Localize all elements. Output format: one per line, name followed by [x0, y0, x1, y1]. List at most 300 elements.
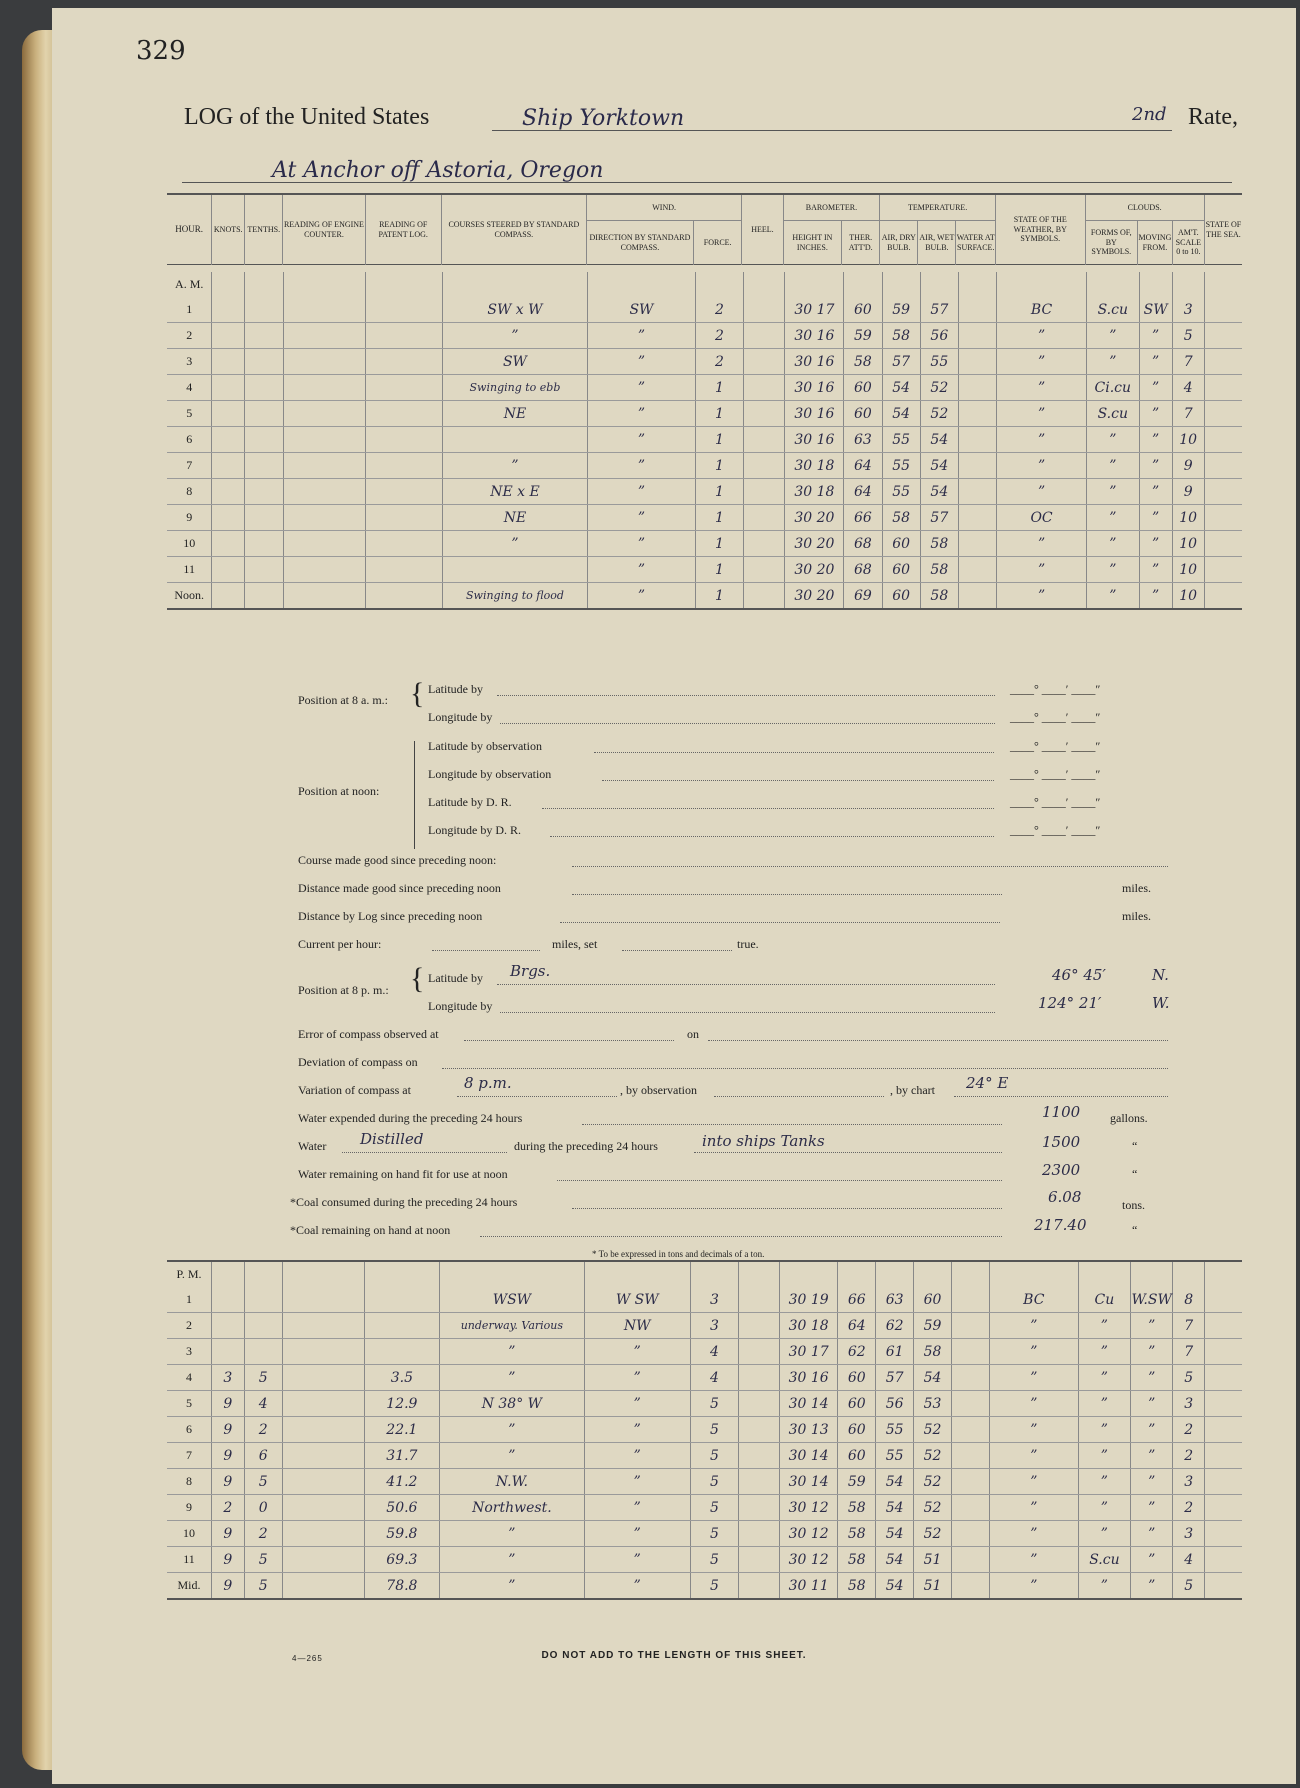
weather-cell: ” — [997, 427, 1087, 453]
lon-dr-noon: Longitude by D. R. — [428, 823, 521, 837]
course-cell — [442, 557, 588, 583]
pm-label: P. M. — [176, 1267, 202, 1281]
tenths-cell: 5 — [244, 1365, 282, 1391]
weather-cell: OC — [997, 505, 1087, 531]
hour-cell: 1 — [167, 1287, 212, 1313]
pm-row — [167, 1313, 1242, 1339]
wind-force-cell: 2 — [695, 323, 744, 349]
col-weather: STATE OF THE WEATHER, BY SYMBOLS. — [995, 194, 1085, 265]
hour-cell: 11 — [167, 1547, 212, 1573]
course-cell: SW x W — [442, 297, 588, 323]
distance-good-miles: miles. — [1122, 881, 1151, 895]
lat-by-8am: Latitude by — [428, 682, 483, 696]
heel-cell — [739, 1339, 780, 1365]
tenths-cell: 5 — [244, 1469, 282, 1495]
course-cell: ” — [442, 453, 588, 479]
sea-state-cell — [1204, 349, 1242, 375]
hour-cell: 5 — [167, 401, 212, 427]
engine-cell — [282, 1313, 364, 1339]
engine-cell — [283, 531, 366, 557]
hour-cell: 11 — [167, 557, 212, 583]
knots-cell — [212, 557, 245, 583]
lon-obs-noon: Longitude by observation — [428, 767, 552, 781]
tenths-cell — [244, 1287, 282, 1313]
heel-cell — [744, 557, 785, 583]
heel-cell — [744, 453, 785, 479]
hour-cell: 10 — [167, 531, 212, 557]
weather-cell: BC — [989, 1287, 1078, 1313]
patent-log-cell: 12.9 — [364, 1391, 440, 1417]
hour-cell: 10 — [167, 1521, 212, 1547]
wind-force-cell: 5 — [690, 1469, 738, 1495]
course-cell: Swinging to flood — [442, 583, 588, 610]
patent-log-cell: 69.3 — [364, 1547, 440, 1573]
tenths-cell — [245, 297, 283, 323]
hour-cell: 5 — [167, 1391, 212, 1417]
engine-cell — [283, 453, 366, 479]
am-row — [167, 349, 1242, 375]
patent-log-cell: 22.1 — [364, 1417, 440, 1443]
cloud-forms-cell: ” — [1086, 583, 1139, 610]
water-temp-cell — [951, 1573, 989, 1600]
engine-cell — [282, 1391, 364, 1417]
water-gallons: gallons. — [1110, 1111, 1148, 1125]
sea-state-cell — [1205, 1443, 1242, 1469]
tenths-cell — [245, 583, 283, 610]
wind-direction-cell: ” — [584, 1391, 690, 1417]
log-header — [184, 104, 429, 131]
baro-height-cell: 30 20 — [785, 557, 844, 583]
col-patent: READING OF PATENT LOG. — [365, 194, 441, 265]
knots-cell — [212, 1339, 245, 1365]
hour-cell: 6 — [167, 1417, 212, 1443]
weather-cell: ” — [989, 1547, 1078, 1573]
course-cell: NE — [442, 401, 588, 427]
wind-direction-cell: ” — [584, 1521, 690, 1547]
wind-force-cell: 1 — [695, 583, 744, 610]
weather-cell: ” — [997, 453, 1087, 479]
heel-cell — [744, 323, 785, 349]
sea-state-cell — [1205, 1339, 1242, 1365]
dry-bulb-cell: 57 — [882, 349, 920, 375]
hour-cell: 8 — [167, 1469, 212, 1495]
dry-bulb-cell: 60 — [882, 531, 920, 557]
baro-height-cell: 30 17 — [785, 297, 844, 323]
engine-cell — [282, 1495, 364, 1521]
course-cell — [442, 427, 588, 453]
cloud-forms-cell: ” — [1086, 479, 1139, 505]
tenths-cell — [244, 1339, 282, 1365]
baro-height-cell: 30 18 — [785, 453, 844, 479]
am-row — [167, 583, 1242, 610]
pm-row — [167, 1391, 1242, 1417]
baro-ther-cell: 68 — [844, 557, 882, 583]
cloud-forms-cell: Cu — [1078, 1287, 1130, 1313]
heel-cell — [739, 1495, 780, 1521]
water-temp-cell — [958, 401, 996, 427]
water-temp-cell — [951, 1417, 989, 1443]
hour-cell: 7 — [167, 453, 212, 479]
patent-log-cell — [366, 453, 442, 479]
tenths-cell: 4 — [244, 1391, 282, 1417]
wind-force-cell: 1 — [695, 505, 744, 531]
am-row — [167, 557, 1242, 583]
lon-by-8pm: Longitude by — [428, 999, 493, 1013]
water-during: during the preceding 24 hours — [514, 1139, 658, 1153]
knots-cell: 9 — [212, 1417, 245, 1443]
wet-bulb-cell: 54 — [920, 479, 958, 505]
water-added-ditto: “ — [1132, 1139, 1138, 1153]
sea-state-cell — [1204, 323, 1242, 349]
pm-row — [167, 1417, 1242, 1443]
baro-ther-cell: 60 — [844, 297, 882, 323]
baro-ther-cell: 66 — [838, 1287, 876, 1313]
compass-error: Error of compass observed at — [298, 1027, 439, 1041]
cloud-moving-cell: ” — [1130, 1469, 1172, 1495]
sea-state-cell — [1204, 479, 1242, 505]
baro-ther-cell: 59 — [844, 323, 882, 349]
sea-state-cell — [1205, 1365, 1242, 1391]
patent-log-cell — [366, 375, 442, 401]
tenths-cell — [245, 427, 283, 453]
wind-direction-cell: ” — [588, 401, 695, 427]
baro-height-cell: 30 19 — [780, 1287, 838, 1313]
wind-direction-cell: ” — [584, 1339, 690, 1365]
baro-height-cell: 30 13 — [780, 1417, 838, 1443]
sea-state-cell — [1205, 1495, 1242, 1521]
col-temperature: TEMPERATURE. — [880, 194, 996, 221]
wind-force-cell: 1 — [695, 479, 744, 505]
cloud-amount-cell: 10 — [1172, 557, 1204, 583]
patent-log-cell — [366, 531, 442, 557]
form-number: 4—265 — [292, 1654, 323, 1663]
sea-state-cell — [1204, 375, 1242, 401]
knots-cell: 9 — [212, 1469, 245, 1495]
baro-height-cell: 30 17 — [780, 1339, 838, 1365]
wind-direction-cell: ” — [588, 349, 695, 375]
course-cell: NE — [442, 505, 588, 531]
course-cell: ” — [440, 1417, 584, 1443]
baro-ther-cell: 60 — [838, 1443, 876, 1469]
lat-8pm-method: Brgs. — [510, 962, 551, 980]
cloud-forms-cell: ” — [1078, 1391, 1130, 1417]
weather-cell: ” — [989, 1443, 1078, 1469]
page-number: 329 — [136, 36, 186, 66]
weather-cell: ” — [989, 1495, 1078, 1521]
hour-cell: 3 — [167, 1339, 212, 1365]
lon-8pm-value: 124° 21′ — [1038, 994, 1102, 1012]
course-cell: N 38° W — [440, 1391, 584, 1417]
cloud-amount-cell: 7 — [1172, 401, 1204, 427]
wind-direction-cell: ” — [588, 479, 695, 505]
course-cell: WSW — [440, 1287, 584, 1313]
water-remaining: Water remaining on hand fit for use at noon — [298, 1167, 508, 1181]
water-temp-cell — [951, 1443, 989, 1469]
heel-cell — [744, 401, 785, 427]
cloud-forms-cell: S.cu — [1086, 401, 1139, 427]
patent-log-cell: 50.6 — [364, 1495, 440, 1521]
wet-bulb-cell: 52 — [914, 1417, 952, 1443]
dry-bulb-cell: 61 — [876, 1339, 914, 1365]
lat-obs-noon: Latitude by observation — [428, 739, 542, 753]
coal-consumed: *Coal consumed during the preceding 24 hours — [290, 1195, 518, 1209]
wind-force-cell: 5 — [690, 1521, 738, 1547]
baro-height-cell: 30 16 — [785, 323, 844, 349]
tenths-cell: 5 — [244, 1573, 282, 1600]
dry-bulb-cell: 54 — [876, 1521, 914, 1547]
cloud-amount-cell: 3 — [1172, 297, 1204, 323]
weather-cell: ” — [997, 349, 1087, 375]
patent-log-cell — [366, 583, 442, 610]
water-temp-cell — [951, 1547, 989, 1573]
course-cell: ” — [440, 1547, 584, 1573]
engine-cell — [282, 1547, 364, 1573]
cloud-moving-cell: SW — [1139, 297, 1172, 323]
lat-by-8pm: Latitude by — [428, 971, 483, 985]
sea-state-cell — [1204, 401, 1242, 427]
baro-ther-cell: 64 — [844, 453, 882, 479]
wind-direction-cell: ” — [584, 1365, 690, 1391]
cloud-amount-cell: 3 — [1173, 1391, 1205, 1417]
cloud-forms-cell: ” — [1086, 531, 1139, 557]
baro-ther-cell: 58 — [838, 1547, 876, 1573]
cloud-moving-cell: ” — [1139, 453, 1172, 479]
wind-force-cell: 5 — [690, 1417, 738, 1443]
course-cell: ” — [440, 1365, 584, 1391]
sea-state-cell — [1205, 1521, 1242, 1547]
sea-state-cell — [1204, 531, 1242, 557]
dry-bulb-cell: 60 — [882, 583, 920, 610]
water-temp-cell — [951, 1287, 989, 1313]
cloud-forms-cell: ” — [1078, 1365, 1130, 1391]
rate-label: Rate, — [1188, 104, 1238, 130]
baro-height-cell: 30 16 — [780, 1365, 838, 1391]
cloud-moving-cell: W.SW — [1130, 1287, 1172, 1313]
footnote: * To be expressed in tons and decimals of a ton. — [592, 1249, 765, 1259]
col-courses: COURSES STEERED BY STANDARD COMPASS. — [441, 194, 586, 265]
engine-cell — [283, 401, 366, 427]
water-expended-value: 1100 — [1042, 1103, 1081, 1121]
course-cell: ” — [442, 531, 588, 557]
knots-cell: 2 — [212, 1495, 245, 1521]
knots-cell — [212, 453, 245, 479]
wet-bulb-cell: 56 — [920, 323, 958, 349]
wind-direction-cell: ” — [584, 1573, 690, 1600]
wind-direction-cell: ” — [588, 583, 695, 610]
water-temp-cell — [958, 375, 996, 401]
knots-cell: 3 — [212, 1365, 245, 1391]
dry-bulb-cell: 54 — [882, 375, 920, 401]
am-row — [167, 323, 1242, 349]
sea-state-cell — [1205, 1417, 1242, 1443]
baro-ther-cell: 58 — [838, 1521, 876, 1547]
cloud-amount-cell: 4 — [1172, 375, 1204, 401]
water-temp-cell — [951, 1365, 989, 1391]
col-wind-force: FORCE. — [693, 221, 741, 265]
cloud-amount-cell: 5 — [1173, 1573, 1205, 1600]
weather-cell: ” — [989, 1521, 1078, 1547]
course-cell: underway. Various — [440, 1313, 584, 1339]
hour-cell: 2 — [167, 1313, 212, 1339]
wind-force-cell: 5 — [690, 1391, 738, 1417]
cloud-forms-cell: ” — [1086, 349, 1139, 375]
water-destination: into ships Tanks — [702, 1132, 825, 1150]
distance-by-log: Distance by Log since preceding noon — [298, 909, 483, 923]
col-wind: WIND. — [586, 194, 741, 221]
heel-cell — [744, 375, 785, 401]
sea-state-cell — [1204, 297, 1242, 323]
engine-cell — [283, 297, 366, 323]
patent-log-cell: 31.7 — [364, 1443, 440, 1469]
dry-bulb-cell: 60 — [882, 557, 920, 583]
engine-cell — [282, 1521, 364, 1547]
knots-cell — [212, 505, 245, 531]
water-added-value: 1500 — [1042, 1133, 1081, 1151]
wet-bulb-cell: 58 — [914, 1339, 952, 1365]
rate-value: 2nd — [1132, 104, 1167, 125]
wind-direction-cell: ” — [584, 1417, 690, 1443]
distance-log-miles: miles. — [1122, 909, 1151, 923]
col-knots: KNOTS. — [212, 194, 245, 265]
wet-bulb-cell: 52 — [920, 375, 958, 401]
engine-cell — [282, 1287, 364, 1313]
engine-cell — [283, 323, 366, 349]
wind-direction-cell: ” — [588, 323, 695, 349]
am-row — [167, 401, 1242, 427]
col-baro-height: HEIGHT IN INCHES. — [783, 221, 842, 265]
log-sheet: 329 LOG of the United States Ship Yorktown 2nd Rate, At Anchor off Astoria, Oregon HOUR. KNOTS. TENTHS. READING OF ENGINE COUNTER. READING OF PATENT LOG. COURSES STEERED BY STANDARD COMPASS. WIND. HEEL. BAROMETER. TEMPERATURE. STATE OF THE WEATHER, BY SYMBOLS. CLOUDS. STATE OF THE SEA. DIRECTION BY STANDARD COMPASS. FORCE. HEIGHT IN INCHES. THER. ATT'D. AIR, DRY BULB. AIR, WET BULB. WATER AT SURFACE. FORMS OF, BY SYMBOLS. MOVING FROM. AM'T. SCALE 0 to 10. A. M. 1 SW x W SW 2 30 17 60 59 57 BC S.cu SW 3 2 ” ” 2 30 16 59 58 56 ” ” ” 5 3 SW ” 2 30 16 58 57 55 ” ” ” 7 4 Swinging to ebb ” 1 30 16 60 54 52 ” Ci.cu ” 4 5 NE ” 1 30 16 60 54 52 ” S.cu ” 7 6 ” 1 30 16 63 55 54 ” ” ” 10 7 ” ” 1 30 18 64 55 54 ” ” ” 9 8 NE x E ” 1 30 18 64 55 54 ” ” ” 9 9 NE ” 1 30 20 66 58 57 OC ” ” 10 10 ” ” 1 30 20 68 60 58 ” ” ” 10 11 ” 1 30 20 68 60 58 ” ” ” 10 Noon. Swinging to flood ” 1 30 20 69 60 58 ” ” ” 10 Position at 8 a. m.: { Latitude by Longitude by ____° ____′ ____″ ____° ____′ ____″ Position at noon: Latitude by observation Longitude by observation Latitude by D. R. Longitude by D. R. ____° ____′ ____″ ____° ____′ ____″ ____° ____′ ____″ ____° ____′ ____″ Course made good since preceding noon: Distance made good since preceding noon miles. Distance by Log since preceding noon miles. Current per hour: miles, set true. Position at 8 p. m.: { Latitude by Brgs. 46° 45′ N. Longitude by 124° 21′ W. Error of compass observed at on Deviation of compass on Variation of compass at 8 p.m. , by observation , by chart 24° E Water expended during the preceding 24 hours 1100 gallons. Water Distilled during the preceding 24 hours into ships Tanks 1500 “ Water remaining on hand fit for use at noon 2300 “ *Coal consumed during the preceding 24 hours 6.08 tons. *Coal remaining on hand at noon 217.40 “ * To be expressed in tons and decimals of a ton. P. M. 1 WSW W SW 3 30 19 66 63 60 BC Cu W.SW 8 2 underway. Various NW 3 30 18 64 62 59 ” ” ” 7 3 ” ” 4 30 17 62 61 58 ” ” ” 7 4 3 5 3.5 ” ” 4 30 16 60 57 54 ” ” ” 5 5 9 4 12.9 N 38° W ” 5 30 14 60 56 53 ” ” ” 3 6 9 2 22.1 ” ” 5 30 13 60 55 52 ” ” ” 2 7 9 6 31.7 ” ” 5 30 14 60 55 52 ” ” ” 2 8 9 5 41.2 N.W. ” 5 30 14 59 54 52 ” ” ” 3 9 2 0 50.6 Northwest. ” 5 30 12 58 54 52 ” ” ” 2 10 9 2 59.8 ” ” 5 30 12 58 54 52 ” ” ” 3 11 9 5 69.3 ” ” 5 30 12 58 54 51 ” S.cu ” 4 Mid. 9 5 78.8 ” ” 5 30 11 58 54 51 ” ” ” 5 4—265 DO NOT ADD TO THE LENGTH OF THIS SHEET. — [52, 8, 1296, 1784]
cloud-moving-cell: ” — [1139, 479, 1172, 505]
engine-cell — [283, 375, 366, 401]
dry-bulb-cell: 58 — [882, 505, 920, 531]
tenths-cell — [245, 531, 283, 557]
col-clouds: CLOUDS. — [1085, 194, 1204, 221]
cloud-moving-cell: ” — [1139, 427, 1172, 453]
pm-row — [167, 1495, 1242, 1521]
knots-cell — [212, 349, 245, 375]
pm-row — [167, 1339, 1242, 1365]
patent-log-cell — [366, 401, 442, 427]
wind-direction-cell: ” — [588, 505, 695, 531]
wind-direction-cell: ” — [584, 1547, 690, 1573]
hour-cell: 4 — [167, 1365, 212, 1391]
dry-bulb-cell: 54 — [876, 1547, 914, 1573]
length-notice: DO NOT ADD TO THE LENGTH OF THIS SHEET. — [541, 1650, 807, 1661]
weather-cell: ” — [997, 479, 1087, 505]
heel-cell — [744, 427, 785, 453]
wet-bulb-cell: 52 — [914, 1521, 952, 1547]
engine-cell — [283, 479, 366, 505]
col-baro-ther: THER. ATT'D. — [842, 221, 880, 265]
hour-cell: 6 — [167, 427, 212, 453]
wind-force-cell: 4 — [690, 1339, 738, 1365]
dry-bulb-cell: 55 — [882, 479, 920, 505]
am-row — [167, 479, 1242, 505]
water-label: Water — [298, 1139, 327, 1153]
weather-cell: ” — [997, 375, 1087, 401]
wind-direction-cell: ” — [588, 375, 695, 401]
knots-cell — [212, 401, 245, 427]
cloud-moving-cell: ” — [1139, 583, 1172, 610]
engine-cell — [282, 1339, 364, 1365]
dry-bulb-cell: 55 — [876, 1443, 914, 1469]
cloud-amount-cell: 10 — [1172, 505, 1204, 531]
course-cell: ” — [440, 1521, 584, 1547]
hour-cell: 2 — [167, 323, 212, 349]
wet-bulb-cell: 52 — [914, 1469, 952, 1495]
tenths-cell — [245, 453, 283, 479]
patent-log-cell — [366, 323, 442, 349]
current-per-hour: Current per hour: — [298, 937, 382, 951]
cloud-forms-cell: ” — [1078, 1573, 1130, 1600]
knots-cell — [212, 375, 245, 401]
chart-variation-value: 24° E — [966, 1074, 1009, 1092]
weather-cell: ” — [997, 401, 1087, 427]
sea-state-cell — [1205, 1287, 1242, 1313]
knots-cell — [212, 427, 245, 453]
water-temp-cell — [958, 479, 996, 505]
lon-by-8am: Longitude by — [428, 710, 493, 724]
tenths-cell — [244, 1313, 282, 1339]
knots-cell: 9 — [212, 1443, 245, 1469]
weather-cell: ” — [997, 583, 1087, 610]
wet-bulb-cell: 59 — [914, 1313, 952, 1339]
patent-log-cell — [366, 297, 442, 323]
book-page-edges — [22, 30, 56, 1770]
wet-bulb-cell: 58 — [920, 583, 958, 610]
cloud-forms-cell: ” — [1078, 1313, 1130, 1339]
hour-cell: Noon. — [167, 583, 212, 610]
cloud-amount-cell: 10 — [1172, 583, 1204, 610]
baro-ther-cell: 60 — [844, 375, 882, 401]
am-row — [167, 531, 1242, 557]
col-hour: HOUR. — [175, 224, 204, 235]
dry-bulb-cell: 56 — [876, 1391, 914, 1417]
lat-dr-noon: Latitude by D. R. — [428, 795, 512, 809]
wind-direction-cell: ” — [584, 1443, 690, 1469]
cloud-moving-cell: ” — [1130, 1417, 1172, 1443]
lat-8pm-value: 46° 45′ — [1052, 966, 1106, 984]
tenths-cell: 2 — [244, 1521, 282, 1547]
am-row — [167, 427, 1242, 453]
tenths-cell: 5 — [244, 1547, 282, 1573]
baro-ther-cell: 58 — [838, 1495, 876, 1521]
dry-bulb-cell: 62 — [876, 1313, 914, 1339]
engine-cell — [283, 505, 366, 531]
col-barometer: BAROMETER. — [783, 194, 880, 221]
cloud-forms-cell: ” — [1086, 557, 1139, 583]
by-chart: , by chart — [890, 1083, 935, 1097]
dry-bulb-cell: 55 — [882, 453, 920, 479]
cloud-amount-cell: 7 — [1172, 349, 1204, 375]
coal-consumed-value: 6.08 — [1048, 1188, 1082, 1206]
wet-bulb-cell: 54 — [920, 453, 958, 479]
baro-ther-cell: 68 — [844, 531, 882, 557]
heel-cell — [739, 1417, 780, 1443]
wind-force-cell: 2 — [695, 349, 744, 375]
heel-cell — [739, 1469, 780, 1495]
patent-log-cell — [364, 1313, 440, 1339]
tenths-cell — [245, 349, 283, 375]
water-temp-cell — [958, 453, 996, 479]
pm-row — [167, 1573, 1242, 1600]
wet-bulb-cell: 52 — [914, 1443, 952, 1469]
wet-bulb-cell: 51 — [914, 1573, 952, 1600]
wind-force-cell: 5 — [690, 1495, 738, 1521]
wet-bulb-cell: 58 — [920, 557, 958, 583]
am-row — [167, 297, 1242, 323]
course-cell: Swinging to ebb — [442, 375, 588, 401]
